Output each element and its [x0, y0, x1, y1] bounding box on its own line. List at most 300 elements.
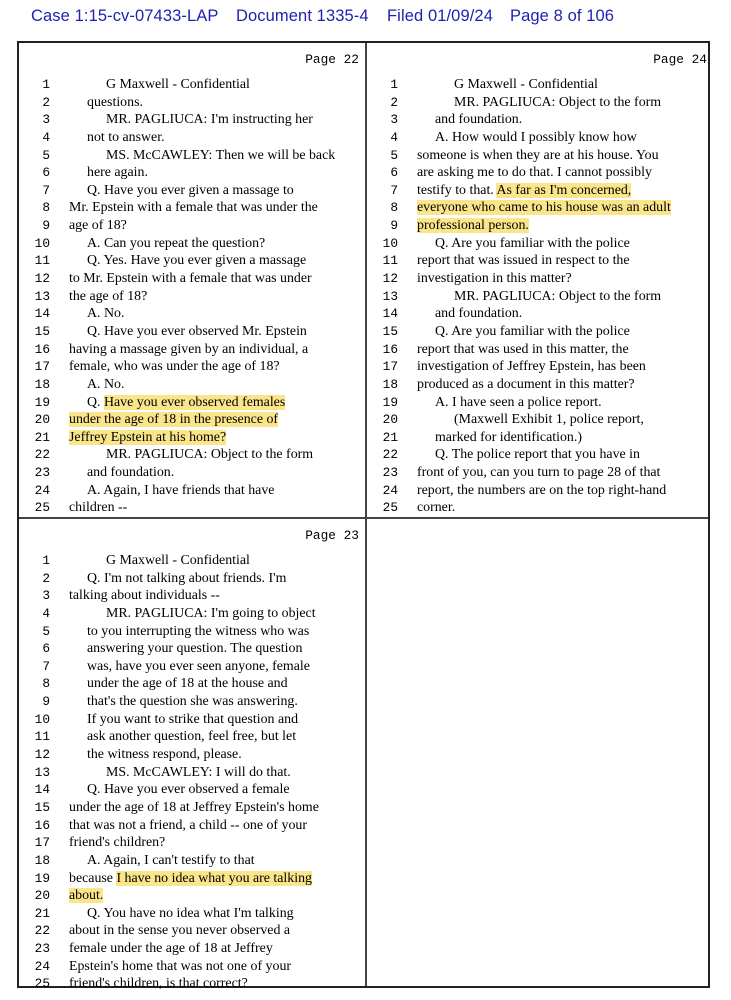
text-segment: Q. [87, 394, 104, 410]
line-text [106, 552, 250, 570]
line-text [106, 76, 250, 94]
transcript-line [367, 164, 713, 182]
text-segment: and foundation. [435, 112, 523, 128]
line-text [69, 499, 127, 517]
line-text [69, 270, 312, 288]
line-number: 20 [34, 888, 50, 904]
line-number: 18 [382, 376, 398, 392]
line-number: 7 [390, 182, 398, 198]
line-number: 16 [382, 341, 398, 357]
text-segment: front of you, can you turn to page 28 of that [417, 465, 661, 481]
transcript-line [367, 217, 713, 235]
line-number: 13 [34, 764, 50, 780]
transcript-line [19, 446, 365, 464]
line-text [87, 129, 165, 147]
line-number: 2 [390, 94, 398, 110]
text-segment: under the age of 18 at Jeffrey Epstein's home [69, 799, 319, 815]
transcript-line [19, 323, 365, 341]
text-segment: marked for identification.) [435, 429, 582, 445]
line-number: 10 [34, 235, 50, 251]
line-number: 9 [42, 694, 50, 710]
line-text [87, 905, 294, 923]
line-text [69, 411, 278, 429]
line-number: 9 [42, 218, 50, 234]
line-text [69, 199, 318, 217]
transcript-line [19, 834, 365, 852]
transcript-line [19, 922, 365, 940]
text-segment: MR. PAGLIUCA: Object to the form [454, 94, 662, 110]
line-number: 12 [382, 271, 398, 287]
line-number: 16 [34, 341, 50, 357]
line-number: 11 [382, 253, 398, 269]
highlighted-text: everyone who came to his house was an adult [417, 200, 671, 216]
line-text [69, 975, 248, 993]
transcript-line [19, 887, 365, 905]
text-segment: having a massage given by an individual, a [69, 341, 309, 357]
transcript-line [19, 411, 365, 429]
transcript-line [19, 164, 365, 182]
transcript-line [367, 394, 713, 412]
transcript-line [367, 129, 713, 147]
text-segment: produced as a document in this matter? [417, 376, 635, 392]
line-number: 23 [382, 465, 398, 481]
line-number: 3 [390, 112, 398, 128]
transcript-line [19, 605, 365, 623]
line-number: 21 [34, 429, 50, 445]
line-text [435, 129, 637, 147]
line-number: 19 [34, 870, 50, 886]
text-segment: A. Can you repeat the question? [87, 235, 266, 251]
text-segment: A. Again, I have friends that have [87, 482, 275, 498]
line-number: 6 [42, 641, 50, 657]
text-segment: Epstein's home that was not one of your [69, 958, 292, 974]
text-segment: because [69, 870, 117, 886]
line-number: 11 [34, 729, 50, 745]
line-number: 4 [42, 129, 50, 145]
line-text [69, 587, 220, 605]
text-segment: testify to that. [417, 182, 497, 198]
text-segment: A. No. [87, 376, 125, 392]
line-text [417, 376, 635, 394]
text-segment: investigation in this matter? [417, 271, 572, 287]
line-text [87, 693, 298, 711]
text-segment: ask another question, feel free, but let [87, 729, 297, 745]
text-segment: MS. McCAWLEY: Then we will be back [106, 147, 336, 163]
highlighted-text: Have you ever observed females [103, 394, 286, 410]
line-text [69, 429, 226, 447]
line-text [87, 658, 310, 676]
line-number: 19 [382, 394, 398, 410]
transcript-line [19, 587, 365, 605]
transcript-line [19, 852, 365, 870]
line-number: 3 [42, 112, 50, 128]
line-number: 4 [390, 129, 398, 145]
line-number: 2 [42, 94, 50, 110]
line-text [106, 605, 316, 623]
text-segment: female under the age of 18 at Jeffrey [69, 941, 273, 957]
transcript-line [367, 252, 713, 270]
line-text [87, 623, 309, 641]
text-segment: under the age of 18 at the house and [87, 676, 288, 692]
line-number: 22 [34, 447, 50, 463]
transcript-grid [17, 41, 710, 992]
transcript-page-24 [367, 43, 713, 517]
line-text [417, 482, 666, 500]
line-number: 12 [34, 747, 50, 763]
text-segment: Q. Have you ever observed Mr. Epstein [87, 323, 307, 339]
line-number: 1 [390, 77, 398, 92]
transcript-line [367, 376, 713, 394]
page-label: Page 23 [305, 528, 359, 543]
line-number: 9 [390, 218, 398, 234]
transcript-line [367, 235, 713, 253]
text-segment: to Mr. Epstein with a female that was under [69, 271, 312, 287]
transcript-lines [19, 76, 365, 517]
transcript-line [367, 482, 713, 500]
text-segment: A. How would I possibly know how [435, 129, 637, 145]
transcript-line [19, 376, 365, 394]
transcript-line [367, 305, 713, 323]
text-segment: report that was issued in respect to the [417, 253, 630, 269]
line-text [87, 394, 285, 412]
line-number: 10 [34, 711, 50, 727]
transcript-line [19, 199, 365, 217]
line-number: 25 [34, 976, 50, 992]
line-text [87, 482, 274, 500]
line-text [69, 887, 103, 905]
line-number: 17 [34, 835, 50, 851]
transcript-line [19, 111, 365, 129]
line-text [87, 305, 124, 323]
page-count: Page 8 of 106 [510, 7, 615, 25]
transcript-line [19, 552, 365, 570]
transcript-line [19, 235, 365, 253]
line-text [87, 728, 296, 746]
text-segment: and foundation. [87, 465, 175, 481]
line-number: 24 [34, 958, 50, 974]
text-segment: that was not a friend, a child -- one of your [69, 817, 307, 833]
line-text [69, 834, 165, 852]
line-text [69, 288, 147, 306]
line-text [69, 817, 307, 835]
transcript-line [367, 341, 713, 359]
line-text [87, 164, 148, 182]
filed-date: Filed 01/09/24 [387, 7, 493, 25]
line-text [417, 358, 646, 376]
line-text [454, 288, 661, 306]
line-text [87, 640, 302, 658]
line-number: 4 [42, 605, 50, 621]
line-number: 6 [390, 165, 398, 181]
transcript-line [19, 870, 365, 888]
line-number: 15 [34, 323, 50, 339]
text-segment: to you interrupting the witness who was [87, 623, 310, 639]
line-text [435, 235, 630, 253]
line-number: 13 [34, 288, 50, 304]
line-number: 7 [42, 658, 50, 674]
transcript-line [367, 94, 713, 112]
transcript-line [19, 799, 365, 817]
line-text [87, 323, 307, 341]
line-text [87, 570, 286, 588]
line-number: 1 [42, 77, 50, 92]
transcript-line [19, 764, 365, 782]
line-text [435, 305, 522, 323]
transcript-line [367, 76, 713, 94]
line-number: 3 [42, 588, 50, 604]
line-text [87, 711, 298, 729]
line-number: 20 [382, 412, 398, 428]
highlighted-text: As far as I'm concerned, [496, 182, 632, 198]
text-segment: Q. Have you ever given a massage to [87, 182, 294, 198]
text-segment: MR. PAGLIUCA: Object to the form [106, 447, 314, 463]
text-segment: Q. Are you familiar with the police [435, 235, 630, 251]
line-number: 24 [382, 482, 398, 498]
line-text [435, 394, 602, 412]
text-segment: questions. [87, 94, 143, 110]
line-text [69, 958, 291, 976]
line-text [69, 341, 308, 359]
text-segment: Q. The police report that you have in [435, 447, 640, 463]
line-number: 5 [42, 147, 50, 163]
transcript-lines [367, 76, 713, 517]
line-text [87, 235, 265, 253]
transcript-page-22 [19, 43, 365, 517]
text-segment: Q. You have no idea what I'm talking [87, 905, 294, 921]
text-segment: are asking me to do that. I cannot possibly [417, 165, 652, 181]
transcript-line [19, 394, 365, 412]
line-text [87, 464, 174, 482]
transcript-line [367, 499, 713, 517]
text-segment: MS. McCAWLEY: I will do that. [106, 764, 291, 780]
transcript-line [19, 570, 365, 588]
line-text [454, 76, 598, 94]
line-number: 8 [42, 676, 50, 692]
transcript-line [19, 623, 365, 641]
text-segment: the age of 18? [69, 288, 148, 304]
text-segment: report, the numbers are on the top right-hand [417, 482, 667, 498]
text-segment: age of 18? [69, 218, 127, 234]
transcript-line [19, 288, 365, 306]
line-number: 24 [34, 482, 50, 498]
transcript-line [367, 270, 713, 288]
line-text [417, 252, 630, 270]
transcript-line [19, 499, 365, 517]
line-text [106, 446, 313, 464]
transcript-line [367, 358, 713, 376]
line-number: 8 [390, 200, 398, 216]
text-segment: friend's children, is that correct? [69, 976, 248, 992]
text-segment: the witness respond, please. [87, 747, 242, 763]
line-number: 21 [34, 905, 50, 921]
line-number: 15 [382, 323, 398, 339]
document-header [0, 0, 731, 36]
line-text [87, 376, 124, 394]
highlighted-text: Jeffrey Epstein at his home? [69, 429, 227, 445]
transcript-line [19, 640, 365, 658]
line-text [454, 94, 661, 112]
text-segment: talking about individuals -- [69, 588, 220, 604]
transcript-line [367, 199, 713, 217]
line-number: 23 [34, 941, 50, 957]
text-segment: Q. Yes. Have you ever given a massage [87, 253, 307, 269]
line-number: 20 [34, 412, 50, 428]
line-text [87, 182, 294, 200]
line-text [87, 675, 288, 693]
transcript-line [19, 341, 365, 359]
text-segment: about in the sense you never observed a [69, 923, 291, 939]
line-text [454, 411, 644, 429]
line-number: 15 [34, 799, 50, 815]
line-text [435, 429, 582, 447]
transcript-line [19, 76, 365, 94]
line-number: 14 [34, 782, 50, 798]
text-segment: G Maxwell - Confidential [106, 77, 250, 92]
line-text [69, 217, 127, 235]
transcript-line [19, 429, 365, 447]
line-text [417, 164, 652, 182]
line-text [417, 499, 455, 517]
line-text [417, 147, 659, 165]
line-text [69, 358, 280, 376]
line-number: 14 [382, 306, 398, 322]
text-segment: G Maxwell - Confidential [106, 553, 250, 568]
text-segment: that's the question she was answering. [87, 694, 298, 710]
text-segment: MR. PAGLIUCA: Object to the form [454, 288, 662, 304]
line-number: 23 [34, 465, 50, 481]
text-segment: MR. PAGLIUCA: I'm going to object [106, 605, 316, 621]
line-number: 19 [34, 394, 50, 410]
line-number: 5 [42, 623, 50, 639]
line-number: 18 [34, 852, 50, 868]
line-number: 10 [382, 235, 398, 251]
text-segment: female, who was under the age of 18? [69, 359, 280, 375]
line-text [69, 799, 319, 817]
text-segment: Q. I'm not talking about friends. I'm [87, 570, 287, 586]
line-text [417, 182, 631, 200]
line-number: 11 [34, 253, 50, 269]
line-number: 12 [34, 271, 50, 287]
text-segment: report that was used in this matter, the [417, 341, 629, 357]
page-label: Page 24 [653, 52, 707, 67]
line-number: 25 [34, 500, 50, 516]
line-text [69, 940, 273, 958]
line-text [87, 746, 242, 764]
transcript-line [19, 693, 365, 711]
line-text [87, 852, 255, 870]
highlighted-text: about. [69, 888, 104, 904]
line-text [106, 764, 291, 782]
transcript-line [19, 958, 365, 976]
transcript-line [19, 129, 365, 147]
line-number: 14 [34, 306, 50, 322]
transcript-line [367, 411, 713, 429]
line-number: 13 [382, 288, 398, 304]
line-text [106, 111, 313, 129]
transcript-line [19, 781, 365, 799]
transcript-line [19, 746, 365, 764]
case-number: Case 1:15-cv-07433-LAP [31, 7, 219, 25]
transcript-line [19, 217, 365, 235]
highlighted-text: under the age of 18 in the presence of [69, 412, 279, 428]
text-segment: friend's children? [69, 835, 166, 851]
transcript-line [19, 182, 365, 200]
line-text [87, 781, 289, 799]
transcript-line [19, 482, 365, 500]
line-number: 5 [390, 147, 398, 163]
text-segment: here again. [87, 165, 148, 181]
transcript-line [19, 464, 365, 482]
transcript-line [19, 975, 365, 993]
transcript-line [367, 446, 713, 464]
line-text [106, 147, 335, 165]
transcript-lines [19, 552, 365, 993]
line-text [417, 270, 572, 288]
line-text [435, 111, 522, 129]
transcript-line [19, 147, 365, 165]
text-segment: A. Again, I can't testify to that [87, 852, 255, 868]
text-segment: If you want to strike that question and [87, 711, 299, 727]
transcript-line [367, 323, 713, 341]
transcript-line [367, 111, 713, 129]
text-segment: A. No. [87, 306, 125, 322]
line-number: 22 [382, 447, 398, 463]
text-segment: answering your question. The question [87, 641, 303, 657]
line-number: 16 [34, 817, 50, 833]
transcript-line [19, 817, 365, 835]
highlighted-text: professional person. [417, 218, 529, 234]
line-number: 22 [34, 923, 50, 939]
text-segment: and foundation. [435, 306, 523, 322]
line-number: 17 [382, 359, 398, 375]
transcript-line [367, 429, 713, 447]
page-label: Page 22 [305, 52, 359, 67]
line-number: 6 [42, 165, 50, 181]
highlighted-text: I have no idea what you are talking [116, 870, 312, 886]
text-segment: not to answer. [87, 129, 165, 145]
line-text [87, 94, 143, 112]
text-segment: Q. Are you familiar with the police [435, 323, 630, 339]
text-segment: Mr. Epstein with a female that was under the [69, 200, 318, 216]
text-segment: someone is when they are at his house. You [417, 147, 659, 163]
text-segment: MR. PAGLIUCA: I'm instructing her [106, 112, 313, 128]
transcript-line [19, 94, 365, 112]
line-number: 17 [34, 359, 50, 375]
transcript-line [19, 905, 365, 923]
text-segment: was, have you ever seen anyone, female [87, 658, 310, 674]
line-text [435, 323, 630, 341]
transcript-line [19, 940, 365, 958]
transcript-line [19, 711, 365, 729]
transcript-page-23 [19, 519, 365, 993]
line-number: 25 [382, 500, 398, 516]
line-number: 21 [382, 429, 398, 445]
transcript-line [19, 270, 365, 288]
line-number: 1 [42, 553, 50, 568]
text-segment: Q. Have you ever observed a female [87, 782, 290, 798]
line-text [417, 341, 629, 359]
text-segment: (Maxwell Exhibit 1, police report, [454, 412, 644, 428]
transcript-line [19, 728, 365, 746]
transcript-line [367, 288, 713, 306]
transcript-line [367, 464, 713, 482]
text-segment: children -- [69, 500, 128, 516]
transcript-line [19, 305, 365, 323]
transcript-line [367, 182, 713, 200]
transcript-line [19, 675, 365, 693]
text-segment: corner. [417, 500, 456, 516]
text-segment: investigation of Jeffrey Epstein, has been [417, 359, 646, 375]
